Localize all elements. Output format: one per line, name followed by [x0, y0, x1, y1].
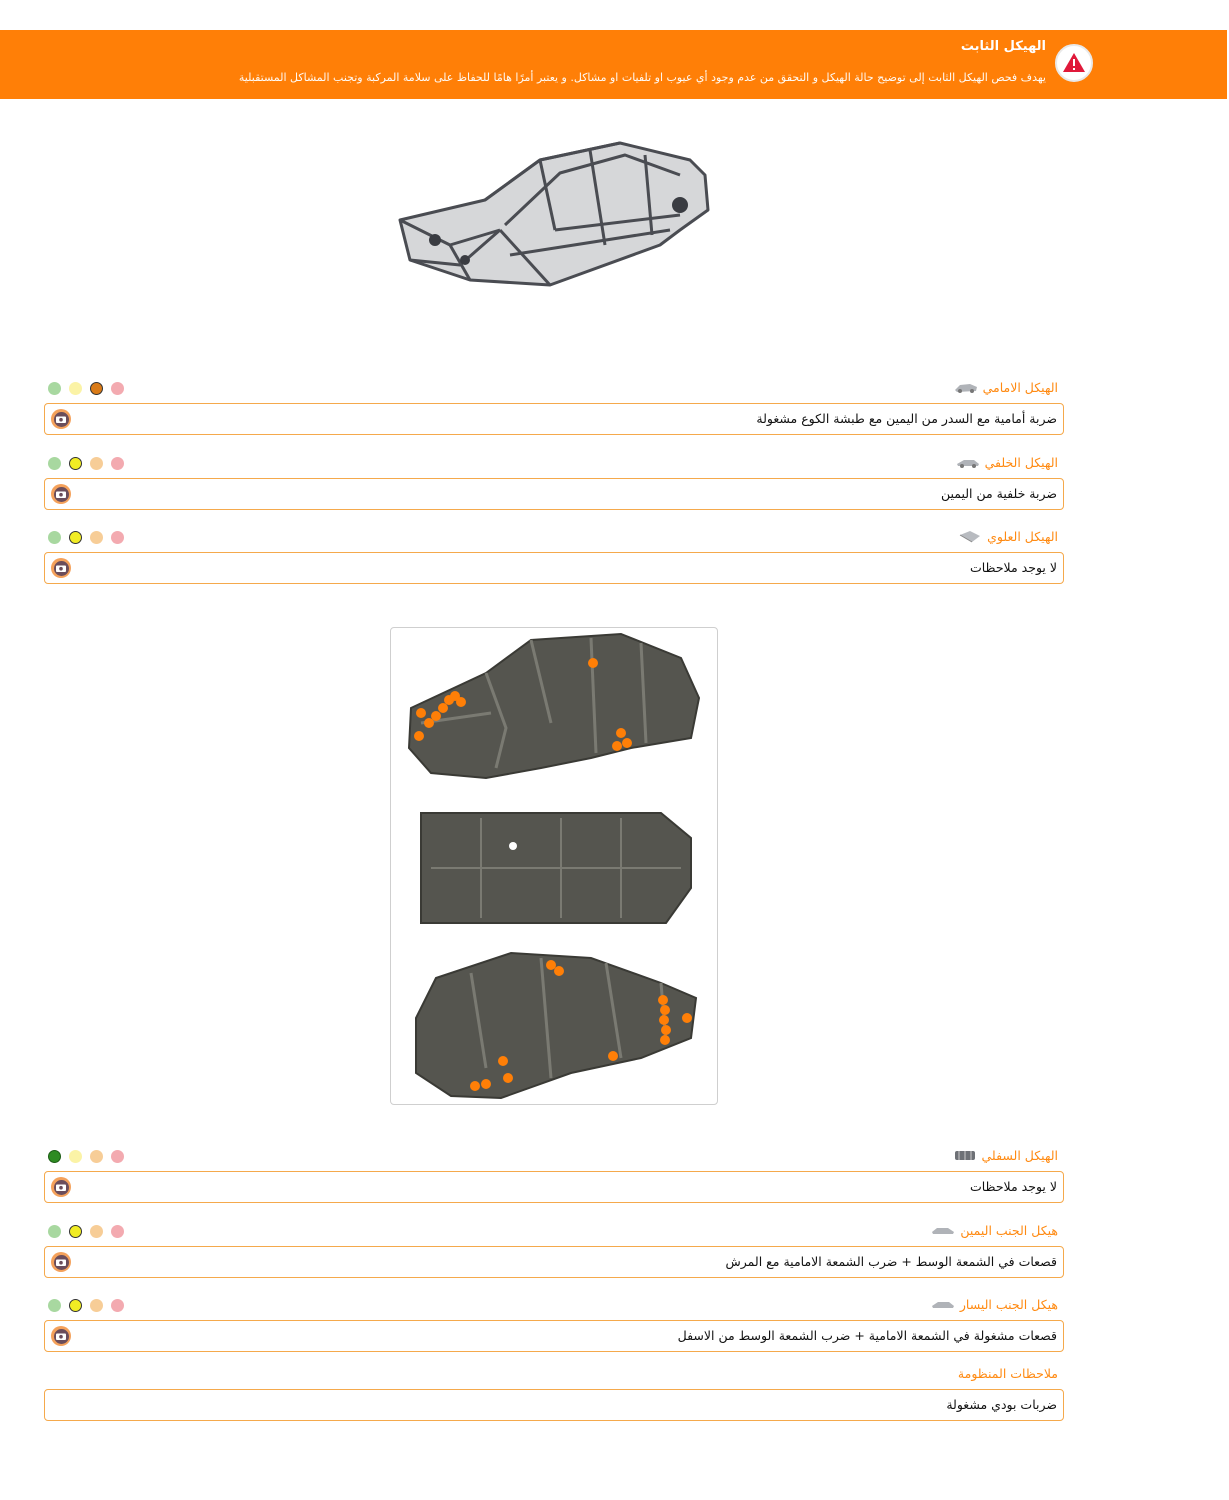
car-frame-illustration [390, 135, 715, 295]
status-dot-green [48, 1150, 61, 1163]
status-dot-red [111, 457, 124, 470]
status-dot-red [111, 1225, 124, 1238]
section-title: الهيكل العلوي [987, 529, 1058, 544]
status-dot-green [48, 382, 61, 395]
status-indicator [48, 531, 124, 544]
section-note: ضربة خلفية من اليمين [940, 486, 1057, 501]
section-note-box [44, 478, 1064, 510]
section-note-box [44, 552, 1064, 584]
section-roof-frame-header [44, 529, 1064, 551]
camera-icon [56, 1183, 66, 1191]
camera-button[interactable] [51, 1252, 71, 1272]
section-note: لا يوجد ملاحظات [969, 560, 1057, 575]
status-dot-yellow [69, 382, 82, 395]
section-note: قصعات في الشمعة الوسط + ضرب الشمعة الامامية مع المرش [725, 1254, 1057, 1269]
status-dot-yellow [69, 457, 82, 470]
banner-description: يهدف فحص الهيكل الثابت إلى توضيح حالة الهيكل و التحقق من عدم وجود أي عيوب او تلفيات او مشاكل. و يعتبر أمرًا هامًا للحفاظ على سلامة المركبة وتجنب المشاكل المستقبلية [238, 71, 1046, 84]
banner-title: الهيكل الثابت [960, 39, 1046, 54]
section-title: هيكل الجنب اليمين [960, 1223, 1058, 1238]
camera-button[interactable] [51, 558, 71, 578]
status-dot-red [111, 531, 124, 544]
status-dot-green [48, 1225, 61, 1238]
status-dot-green [48, 457, 61, 470]
status-dot-yellow [69, 1225, 82, 1238]
status-indicator [48, 1299, 124, 1312]
warning-icon [1055, 44, 1093, 82]
section-underbody-header [44, 1148, 1064, 1170]
status-indicator [48, 382, 124, 395]
section-title: الهيكل الامامي [982, 380, 1058, 395]
section-note: ضربة أمامية مع السدر من اليمين مع طبشة الكوع مشغولة [756, 411, 1057, 426]
underbody-icon [953, 1149, 977, 1162]
camera-button[interactable] [51, 1177, 71, 1197]
right-side-icon [931, 1224, 955, 1237]
status-dot-orange [90, 457, 103, 470]
section-title: الهيكل الخلفي [984, 455, 1058, 470]
camera-icon [56, 1258, 66, 1266]
section-title: هيكل الجنب اليسار [959, 1297, 1058, 1312]
section-note-box [44, 403, 1064, 435]
section-note-box [44, 1320, 1064, 1352]
section-right-side-header [44, 1223, 1064, 1245]
status-dot-red [111, 382, 124, 395]
damage-diagram [390, 627, 718, 1105]
section-note: لا يوجد ملاحظات [969, 1179, 1057, 1194]
status-dot-yellow [69, 1150, 82, 1163]
status-dot-green [48, 1299, 61, 1312]
status-indicator [48, 1150, 124, 1163]
status-dot-orange [90, 1150, 103, 1163]
status-dot-orange [90, 1299, 103, 1312]
section-title: الهيكل السفلي [981, 1148, 1058, 1163]
status-dot-orange [90, 1225, 103, 1238]
system-notes-title: ملاحظات المنظومة [957, 1366, 1058, 1381]
camera-icon [56, 1332, 66, 1340]
system-notes-text: ضربات بودي مشغولة [946, 1397, 1057, 1412]
damage-diagram-image [391, 628, 717, 1104]
camera-button[interactable] [51, 409, 71, 429]
status-dot-yellow [69, 531, 82, 544]
section-note-box [44, 1246, 1064, 1278]
inspection-banner [0, 30, 1227, 99]
system-notes-box [44, 1389, 1064, 1421]
status-dot-green [48, 531, 61, 544]
status-indicator [48, 1225, 124, 1238]
section-note-box [44, 1171, 1064, 1203]
camera-button[interactable] [51, 1326, 71, 1346]
camera-icon [56, 564, 66, 572]
status-dot-orange [90, 382, 103, 395]
roof-frame-icon [958, 530, 982, 543]
status-dot-orange [90, 531, 103, 544]
camera-icon [56, 490, 66, 498]
status-indicator [48, 457, 124, 470]
section-front-frame-header [44, 380, 1064, 402]
front-frame-icon [954, 381, 978, 394]
camera-button[interactable] [51, 484, 71, 504]
section-note: قصعات مشغولة في الشمعة الامامية + ضرب الشمعة الوسط من الاسفل [677, 1328, 1057, 1343]
status-dot-yellow [69, 1299, 82, 1312]
rear-frame-icon [956, 456, 980, 469]
left-side-icon [931, 1298, 955, 1311]
status-dot-red [111, 1150, 124, 1163]
section-rear-frame-header [44, 455, 1064, 477]
section-left-side-header [44, 1297, 1064, 1319]
status-dot-red [111, 1299, 124, 1312]
camera-icon [56, 415, 66, 423]
